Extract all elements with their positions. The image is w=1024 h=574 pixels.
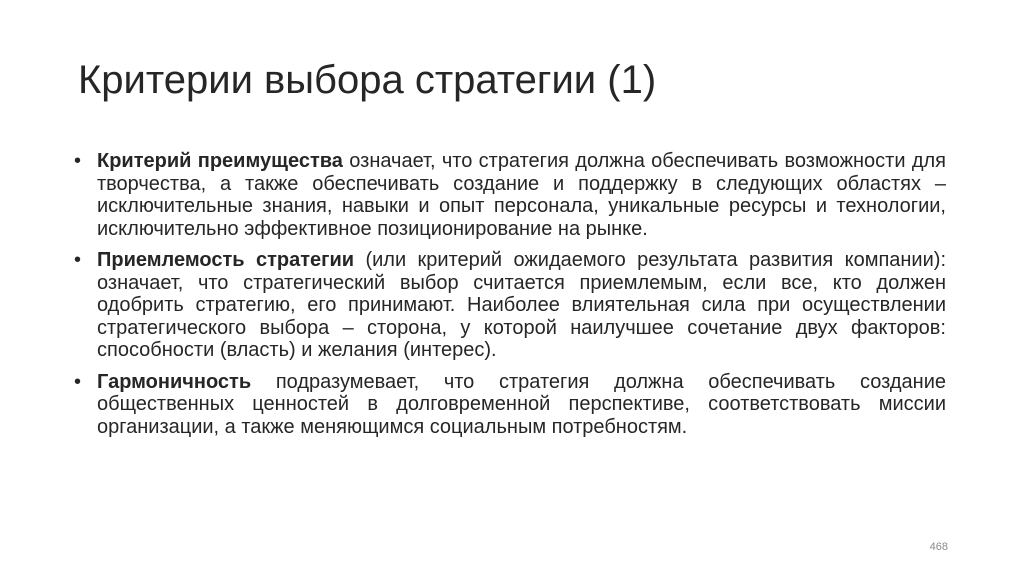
page-number: 468: [929, 541, 948, 553]
bullet-item-acceptability: [74, 249, 946, 362]
bullet-list: [74, 150, 946, 447]
bullet-term: Приемлемость стратегии: [97, 249, 355, 271]
bullet-text: (или критерий ожидаемого результата развития компании): означает, что стратегический выбор считается приемлемым, если все, кто должен одобрить стратегию, его принимают. Наиболее влиятельная сила при осуществлении стратегического выбора – сторона, у которой наилучшее сочетание двух факторов: способности (власть) и желания (интерес).: [97, 249, 946, 361]
bullet-icon: •: [74, 249, 82, 271]
bullet-text: подразумевает, что стратегия должна обеспечивать создание общественных ценностей в долговременной перспективе, соответствовать миссии организации, а также меняющимся социальным потребностям.: [97, 370, 946, 438]
slide-title: Критерии выбора стратегии (1): [78, 58, 657, 102]
bullet-item-advantage: [74, 150, 946, 240]
bullet-item-harmony: [74, 371, 946, 439]
bullet-icon: •: [74, 370, 82, 393]
bullet-term: Критерий преимущества: [97, 150, 343, 172]
bullet-text: означает, что стратегия должна обеспечивать возможности для творчества, а также обеспечивать создание и поддержку в следующих областях – исключительные знания, навыки и опыт персонала, уникальные ресурсы и технологии, исключительно эффективное позиционирование на рынке.: [97, 150, 946, 240]
bullet-term: Гармоничность: [97, 370, 252, 393]
bullet-icon: •: [74, 150, 82, 172]
